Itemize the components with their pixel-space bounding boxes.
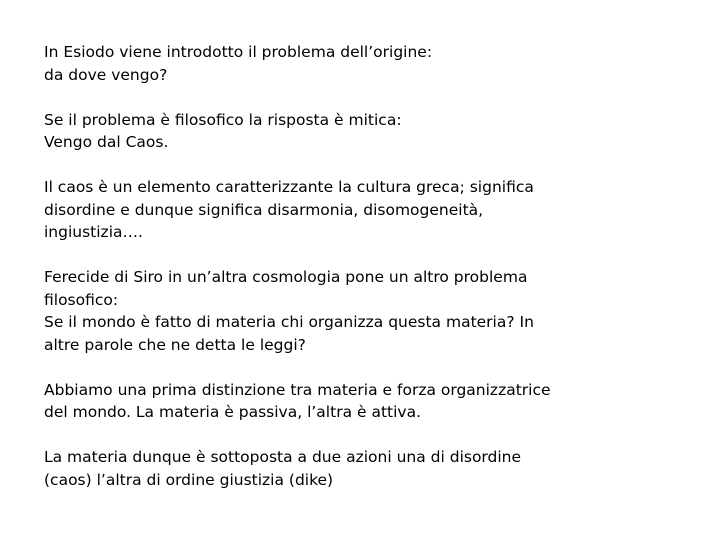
text-line: Il caos è un elemento caratterizzante la cultura greca; significa bbox=[44, 178, 534, 196]
paragraph-materia bbox=[44, 446, 684, 491]
paragraph-esiodo bbox=[44, 41, 684, 86]
text-line: (caos) l’altra di ordine giustizia (dike) bbox=[44, 470, 334, 489]
paragraph-mitica bbox=[44, 109, 684, 154]
paragraph-ferecide bbox=[44, 266, 684, 356]
slide-text-body bbox=[44, 41, 684, 514]
text-line: ingiustizia…. bbox=[44, 223, 143, 241]
text-line: Se il mondo è fatto di materia chi organizza questa materia? In bbox=[44, 313, 534, 331]
text-line: La materia dunque è sottoposta a due azioni una di disordine bbox=[44, 448, 522, 466]
paragraph-caos bbox=[44, 176, 684, 244]
paragraph-distinzione bbox=[44, 379, 684, 424]
text-line: filosofico: bbox=[44, 290, 119, 309]
text-line: Ferecide di Siro in un’altra cosmologia pone un altro problema bbox=[44, 268, 528, 286]
text-line: Abbiamo una prima distinzione tra materia e forza organizzatrice bbox=[44, 380, 551, 399]
text-line: disordine e dunque significa disarmonia, disomogeneità, bbox=[44, 200, 484, 219]
text-line: del mondo. La materia è passiva, l’altra è attiva. bbox=[44, 403, 422, 421]
text-line: da dove vengo? bbox=[44, 65, 168, 84]
text-line: In Esiodo viene introdotto il problema dell’origine: bbox=[44, 43, 433, 61]
text-line: altre parole che ne detta le leggi? bbox=[44, 335, 306, 354]
text-line: Vengo dal Caos. bbox=[44, 133, 169, 151]
text-line: Se il problema è filosofico la risposta è mitica: bbox=[44, 110, 402, 129]
